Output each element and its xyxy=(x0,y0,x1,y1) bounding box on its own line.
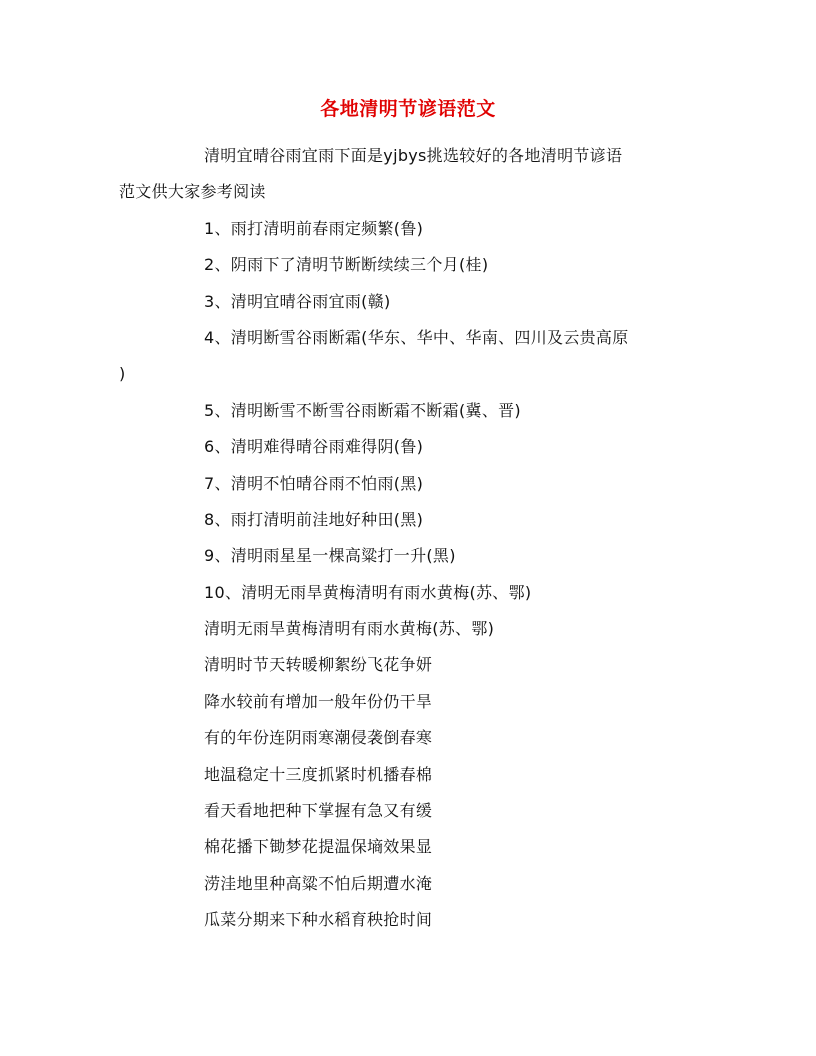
verse-line: 清明无雨旱黄梅清明有雨水黄梅(苏、鄂) xyxy=(204,619,495,639)
verse-line: 清明时节天转暖柳絮纷飞花争妍 xyxy=(204,655,433,675)
document-title: 各地清明节谚语范文 xyxy=(320,98,496,120)
proverb-line: 2、阴雨下了清明节断断续续三个月(桂) xyxy=(204,255,489,275)
document-body xyxy=(119,138,699,939)
proverb-line: 1、雨打清明前春雨定频繁(鲁) xyxy=(204,218,424,238)
verse-line: 棉花播下锄梦花提温保墒效果显 xyxy=(204,837,433,857)
intro-line: 清明宜晴谷雨宜雨下面是yjbys挑选较好的各地清明节谚语 xyxy=(204,146,623,165)
proverb-line: 9、清明雨星星一棵高粱打一升(黑) xyxy=(204,546,456,566)
proverb-line: 10、清明无雨旱黄梅清明有雨水黄梅(苏、鄂) xyxy=(204,582,532,602)
proverb-line: 6、清明难得晴谷雨难得阴(鲁) xyxy=(204,437,424,457)
verse-line: 地温稳定十三度抓紧时机播春棉 xyxy=(204,764,433,784)
intro-line: 范文供大家参考阅读 xyxy=(119,182,266,202)
verse-line: 瓜菜分期来下种水稻育秧抢时间 xyxy=(204,910,433,930)
verse-line: 有的年份连阴雨寒潮侵袭倒春寒 xyxy=(204,728,433,748)
proverb-line: 5、清明断雪不断雪谷雨断霜不断霜(冀、晋) xyxy=(204,400,521,420)
verse-line: 降水较前有增加一般年份仍干旱 xyxy=(204,691,433,711)
proverb-line: 8、雨打清明前洼地好种田(黑) xyxy=(204,509,424,529)
verse-line: 涝洼地里种高粱不怕后期遭水淹 xyxy=(204,873,433,893)
proverb-line: 7、清明不怕晴谷雨不怕雨(黑) xyxy=(204,473,424,493)
proverb-line: 4、清明断雪谷雨断霜(华东、华中、华南、四川及云贵高原 xyxy=(204,327,629,347)
verse-line: 看天看地把种下掌握有急又有缓 xyxy=(204,801,433,821)
proverb-line-wrap: ) xyxy=(119,364,126,384)
proverb-line: 3、清明宜晴谷雨宜雨(赣) xyxy=(204,291,391,311)
